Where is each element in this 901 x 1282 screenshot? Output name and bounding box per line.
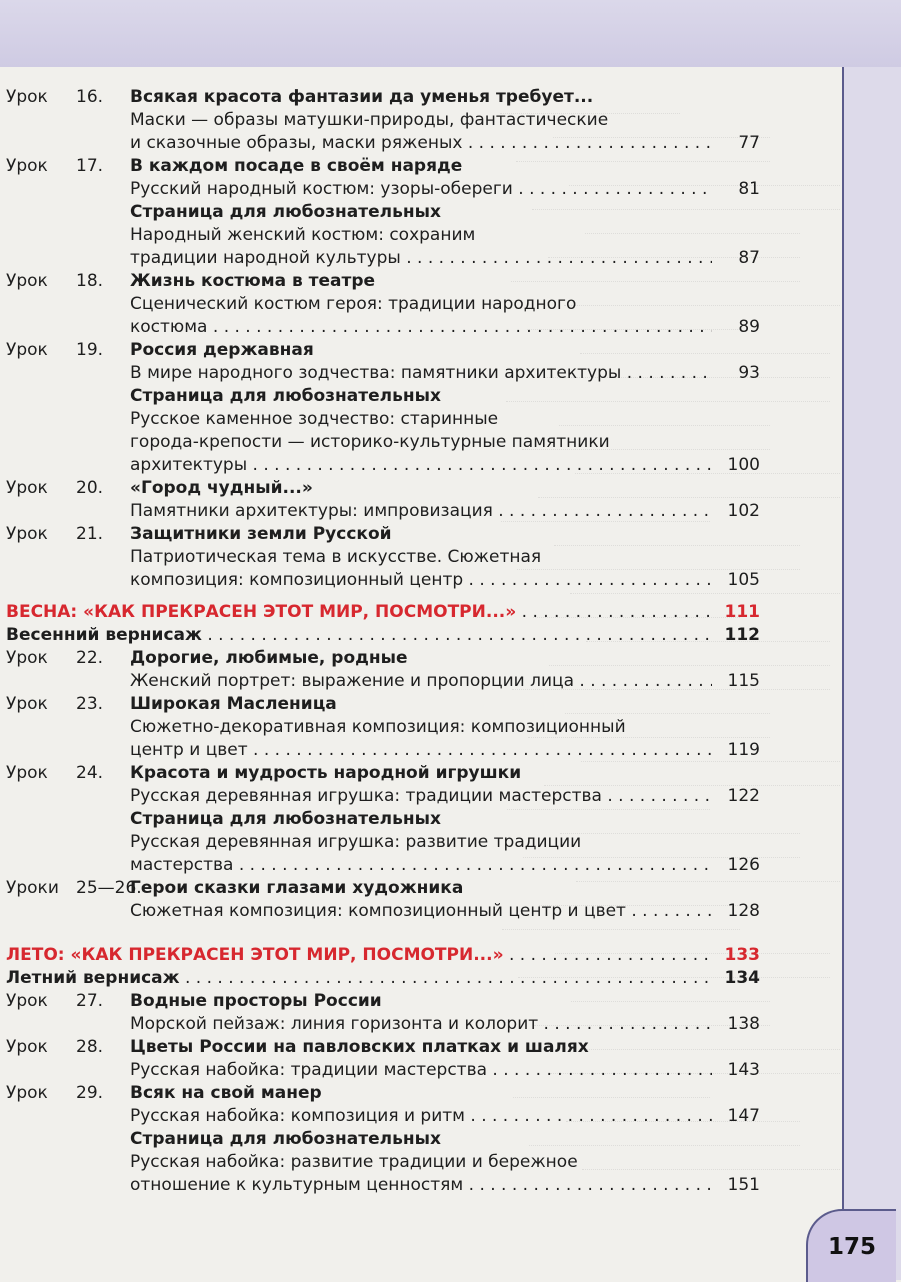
lesson-subtitle: Русская набойка: традиции мастерства . . . [130, 1059, 712, 1082]
lesson-number: 19. [76, 340, 104, 360]
lesson-label: Урок [6, 87, 48, 107]
lesson-title: Страница для любознательных [130, 202, 441, 222]
lesson-subtitle: Народный женский костюм: сохраним [130, 225, 476, 245]
lesson-subtitle: Женский портрет: выражение и пропорции лица . . . [130, 670, 712, 693]
page-number: 175 [806, 1209, 896, 1282]
lesson-subtitle-line [0, 247, 760, 270]
lesson-title-line [0, 647, 760, 670]
page-ref: 100 [727, 455, 760, 475]
lesson-title: Жизнь костюма в театре [130, 271, 376, 291]
lesson-subtitle-line [0, 500, 760, 523]
page-ref: 112 [724, 625, 760, 645]
lesson-subtitle: костюма . . . [130, 316, 712, 339]
lesson-subtitle-line [0, 1151, 760, 1174]
lesson-subtitle-line [0, 569, 760, 592]
lesson-number: 28. [76, 1037, 104, 1057]
lesson-title-line [0, 693, 760, 716]
gallery-line [0, 624, 760, 647]
lesson-title: Всякая красота фантазии да уменья требует... [130, 87, 594, 107]
lesson-subtitle-line [0, 293, 760, 316]
lesson-subtitle: В мире народного зодчества: памятники архитектуры . . . [130, 362, 712, 385]
lesson-label: Урок [6, 524, 48, 544]
lesson-subtitle: архитектуры . . . [130, 454, 712, 477]
gallery-title: Летний вернисаж . . . [6, 967, 712, 990]
lesson-subtitle: традиции народной культуры . . . [130, 247, 712, 270]
lesson-subtitle-line [0, 109, 760, 132]
page-ref: 105 [727, 570, 760, 590]
lesson-subtitle: Русское каменное зодчество: старинные [130, 409, 499, 429]
lesson-number: 23. [76, 694, 104, 714]
lesson-label: Урок [6, 1037, 48, 1057]
lesson-subtitle-line [0, 739, 760, 762]
lesson-title: Герои сказки глазами художника [130, 878, 464, 898]
lesson-subtitle: мастерства . . . [130, 854, 712, 877]
page-ref: 119 [727, 740, 760, 760]
page-ref: 134 [724, 968, 760, 988]
lesson-title-line [0, 339, 760, 362]
lesson-subtitle: Русская деревянная игрушка: традиции мастерства . . . [130, 785, 712, 808]
lesson-title-line [0, 1036, 760, 1059]
lesson-number: 18. [76, 271, 104, 291]
lesson-number: 16. [76, 87, 104, 107]
lesson-title-line [0, 86, 760, 109]
lesson-title: Широкая Масленица [130, 694, 337, 714]
lesson-number: 21. [76, 524, 104, 544]
lesson-subtitle-line [0, 132, 760, 155]
lesson-subtitle-line [0, 362, 760, 385]
lesson-subtitle-line [0, 670, 760, 693]
lesson-title-line [0, 808, 760, 831]
lesson-label: Урок [6, 340, 48, 360]
lesson-number: 25—26. [76, 878, 142, 898]
lesson-subtitle: Русская набойка: композиция и ритм . . . [130, 1105, 712, 1128]
page-ref: 147 [727, 1106, 760, 1126]
page-ref: 126 [727, 855, 760, 875]
lesson-subtitle-line [0, 716, 760, 739]
lesson-subtitle: Сценический костюм героя: традиции народного [130, 294, 577, 314]
page-ref: 143 [727, 1060, 760, 1080]
page-ref: 122 [727, 786, 760, 806]
lesson-subtitle-line [0, 408, 760, 431]
lesson-subtitle: Памятники архитектуры: импровизация . . . [130, 500, 712, 523]
lesson-label: Урок [6, 271, 48, 291]
lesson-label: Урок [6, 694, 48, 714]
page-ref: 87 [738, 248, 760, 268]
lesson-number: 20. [76, 478, 104, 498]
lesson-number: 24. [76, 763, 104, 783]
lesson-subtitle: и сказочные образы, маски ряженых . . . [130, 132, 712, 155]
lesson-subtitle: центр и цвет . . . [130, 739, 712, 762]
lesson-subtitle-line [0, 454, 760, 477]
page-ref: 77 [738, 133, 760, 153]
page-ref: 151 [727, 1175, 760, 1195]
lesson-title-line [0, 990, 760, 1013]
lesson-title: В каждом посаде в своём наряде [130, 156, 463, 176]
page-ref: 128 [727, 901, 760, 921]
lesson-title-line [0, 477, 760, 500]
lesson-subtitle-line [0, 1013, 760, 1036]
season-section-heading [0, 944, 760, 967]
section-title: ЛЕТО: «КАК ПРЕКРАСЕН ЭТОТ МИР, ПОСМОТРИ...» . . . [6, 944, 712, 967]
lesson-title: Страница для любознательных [130, 386, 441, 406]
season-section-heading [0, 601, 760, 624]
page-ref: 111 [724, 602, 760, 622]
lesson-subtitle: Сюжетная композиция: композиционный центр и цвет . . . [130, 900, 712, 923]
page-ref: 133 [724, 945, 760, 965]
lesson-subtitle: композиция: композиционный центр . . . [130, 569, 712, 592]
lesson-title: Всяк на свой манер [130, 1083, 322, 1103]
lesson-subtitle: отношение к культурным ценностям . . . [130, 1174, 712, 1197]
section-title: ВЕСНА: «КАК ПРЕКРАСЕН ЭТОТ МИР, ПОСМОТРИ...» . . . [6, 601, 712, 624]
lesson-subtitle-line [0, 1105, 760, 1128]
lesson-title-line [0, 270, 760, 293]
lesson-subtitle: Русская набойка: развитие традиции и бережное [130, 1152, 578, 1172]
lesson-subtitle: Русская деревянная игрушка: развитие традиции [130, 832, 582, 852]
lesson-title-line [0, 201, 760, 224]
lesson-subtitle: Патриотическая тема в искусстве. Сюжетная [130, 547, 542, 567]
lesson-title-line [0, 762, 760, 785]
lesson-subtitle-line [0, 785, 760, 808]
lesson-title-line [0, 523, 760, 546]
lesson-subtitle-line [0, 546, 760, 569]
page-ref: 81 [738, 179, 760, 199]
lesson-label: Урок [6, 1083, 48, 1103]
lesson-title-line [0, 877, 760, 900]
lesson-subtitle-line [0, 854, 760, 877]
page-ref: 89 [738, 317, 760, 337]
lesson-subtitle-line [0, 1059, 760, 1082]
lesson-subtitle: Сюжетно-декоративная композиция: композиционный [130, 717, 626, 737]
lesson-title: Дорогие, любимые, родные [130, 648, 408, 668]
lesson-number: 17. [76, 156, 104, 176]
lesson-label: Урок [6, 156, 48, 176]
lesson-title-line [0, 385, 760, 408]
lesson-subtitle-line [0, 831, 760, 854]
lesson-subtitle-line [0, 178, 760, 201]
page-ref: 115 [727, 671, 760, 691]
lesson-title-line [0, 1082, 760, 1105]
lesson-subtitle: Русский народный костюм: узоры-обереги . . . [130, 178, 712, 201]
lesson-label: Урок [6, 478, 48, 498]
lesson-title-line [0, 1128, 760, 1151]
gallery-line [0, 967, 760, 990]
lesson-title: Страница для любознательных [130, 1129, 441, 1149]
lesson-label: Урок [6, 991, 48, 1011]
page-ref: 93 [738, 363, 760, 383]
lesson-title-line [0, 155, 760, 178]
lesson-subtitle-line [0, 431, 760, 454]
lesson-title: Цветы России на павловских платках и шалях [130, 1037, 589, 1057]
lesson-title: Россия державная [130, 340, 314, 360]
lesson-subtitle: Маски — образы матушки-природы, фантастические [130, 110, 609, 130]
lesson-title: Защитники земли Русской [130, 524, 392, 544]
lesson-subtitle-line [0, 224, 760, 247]
gallery-title: Весенний вернисаж . . . [6, 624, 712, 647]
lesson-label: Урок [6, 648, 48, 668]
lesson-subtitle-line [0, 900, 760, 923]
lesson-title: Водные просторы России [130, 991, 382, 1011]
lesson-number: 29. [76, 1083, 104, 1103]
page-ref: 138 [727, 1014, 760, 1034]
lesson-number: 27. [76, 991, 104, 1011]
side-color-band [842, 67, 901, 1280]
lesson-title: Страница для любознательных [130, 809, 441, 829]
lesson-number: 22. [76, 648, 104, 668]
lesson-subtitle: города-крепости — историко-культурные памятники [130, 432, 610, 452]
lesson-title: «Город чудный...» [130, 478, 313, 498]
lesson-label: Уроки [6, 878, 59, 898]
page-ref: 102 [727, 501, 760, 521]
lesson-title: Красота и мудрость народной игрушки [130, 763, 522, 783]
lesson-subtitle-line [0, 1174, 760, 1197]
lesson-subtitle-line [0, 316, 760, 339]
lesson-label: Урок [6, 763, 48, 783]
lesson-subtitle: Морской пейзаж: линия горизонта и колорит . . . [130, 1013, 712, 1036]
